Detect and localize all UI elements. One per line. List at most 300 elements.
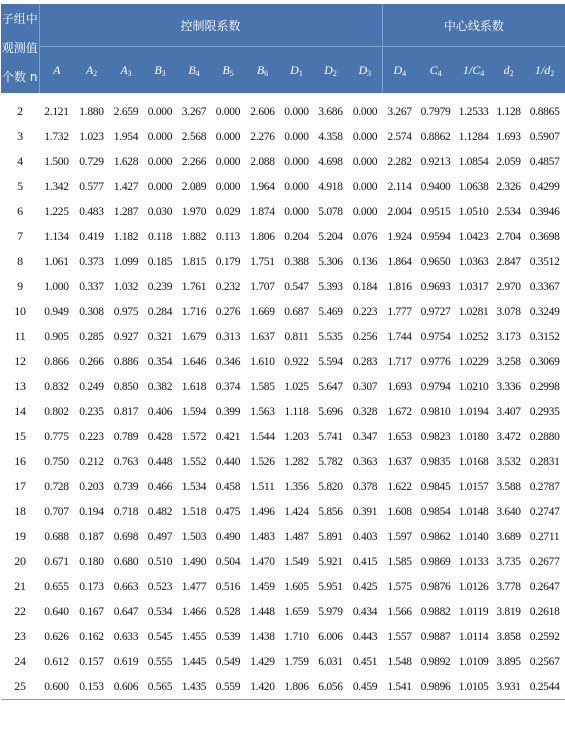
coefficient-cell: 5.535 bbox=[318, 330, 343, 343]
column-subscript: 5 bbox=[229, 68, 234, 78]
coefficient-cell: 3.895 bbox=[496, 655, 521, 668]
coefficient-cell: 1.693 bbox=[387, 380, 412, 393]
coefficient-cell: 5.306 bbox=[318, 255, 343, 268]
coefficient-cell: 1.0157 bbox=[458, 480, 489, 493]
coefficient-cell: 1.732 bbox=[44, 130, 69, 143]
coefficient-cell: 0.2998 bbox=[529, 380, 560, 393]
subgroup-size-cell: 17 bbox=[14, 479, 26, 493]
coefficient-cell: 1.716 bbox=[181, 305, 207, 318]
coefficient-cell: 1.424 bbox=[284, 505, 309, 518]
coefficient-cell: 5.951 bbox=[318, 580, 343, 593]
column-subscript: 4 bbox=[402, 68, 407, 78]
coefficient-cell: 1.759 bbox=[284, 655, 309, 668]
coefficient-cell: 0.2618 bbox=[529, 605, 560, 618]
coefficient-cell: 0.399 bbox=[215, 405, 241, 418]
column-subscript: 3 bbox=[161, 68, 166, 78]
coefficient-cell: 0.000 bbox=[352, 155, 378, 168]
coefficient-cell: 0.640 bbox=[44, 605, 69, 618]
coefficient-cell: 1.448 bbox=[250, 605, 275, 618]
column-symbol: B bbox=[222, 62, 230, 77]
coefficient-cell: 0.687 bbox=[284, 305, 309, 318]
subgroup-size-cell: 19 bbox=[14, 529, 26, 543]
coefficient-cell: 3.078 bbox=[496, 305, 521, 318]
coefficient-cell: 3.267 bbox=[181, 105, 207, 118]
coefficient-cell: 5.696 bbox=[318, 405, 343, 418]
coefficient-cell: 0.539 bbox=[215, 630, 241, 643]
subgroup-size-cell: 14 bbox=[14, 404, 26, 418]
coefficient-cell: 1.874 bbox=[250, 205, 275, 218]
column-symbol: A bbox=[53, 62, 61, 77]
column-symbol: D bbox=[290, 62, 299, 77]
coefficient-cell: 5.469 bbox=[318, 305, 343, 318]
coefficient-cell: 6.056 bbox=[313, 674, 348, 700]
coefficient-cell: 0.9213 bbox=[420, 155, 451, 168]
coefficient-cell: 0.321 bbox=[147, 330, 173, 343]
coefficient-cell: 1.487 bbox=[284, 530, 309, 543]
coefficient-cell: 0.256 bbox=[352, 330, 378, 343]
coefficient-cell: 1.0363 bbox=[458, 255, 489, 268]
coefficient-cell: 0.434 bbox=[352, 605, 378, 618]
column-header-9 bbox=[348, 47, 382, 94]
coefficient-cell: 2.534 bbox=[496, 205, 521, 218]
coefficient-cell: 0.850 bbox=[113, 380, 139, 393]
column-symbol: B bbox=[154, 62, 162, 77]
coefficient-cell: 1.511 bbox=[250, 480, 275, 493]
coefficient-cell: 0.789 bbox=[113, 430, 139, 443]
coefficient-cell: 2.282 bbox=[387, 155, 412, 168]
coefficient-cell: 0.308 bbox=[79, 305, 104, 318]
coefficient-cell: 0.307 bbox=[352, 380, 378, 393]
coefficient-cell: 1.282 bbox=[284, 455, 309, 468]
coefficient-cell: 1.438 bbox=[250, 630, 275, 643]
coefficient-cell: 0.547 bbox=[284, 280, 309, 293]
coefficient-cell: 0.000 bbox=[352, 105, 378, 118]
column-header-11 bbox=[417, 47, 454, 94]
coefficient-cell: 0.223 bbox=[352, 305, 378, 318]
column-header-12 bbox=[454, 47, 493, 94]
coefficient-cell: 0.284 bbox=[147, 305, 173, 318]
subgroup-size-cell: 9 bbox=[17, 279, 23, 293]
coefficient-cell: 1.549 bbox=[284, 555, 309, 568]
coefficient-cell: 0.425 bbox=[352, 580, 378, 593]
coefficient-cell: 5.979 bbox=[318, 605, 343, 618]
coefficient-cell: 2.568 bbox=[181, 130, 207, 143]
coefficient-cell: 1.0317 bbox=[458, 280, 489, 293]
subgroup-size-cell: 23 bbox=[14, 629, 26, 643]
coefficient-cell: 0.905 bbox=[44, 330, 69, 343]
coefficient-cell: 0.000 bbox=[352, 180, 378, 193]
coefficient-cell: 0.483 bbox=[79, 205, 104, 218]
coefficient-cell: 0.2747 bbox=[529, 505, 560, 518]
coefficient-cell: 0.162 bbox=[79, 630, 104, 643]
coefficient-cell: 1.585 bbox=[250, 380, 275, 393]
coefficient-cell: 1.287 bbox=[113, 205, 139, 218]
coefficient-cell: 0.9876 bbox=[420, 580, 451, 593]
coefficient-cell: 2.606 bbox=[250, 105, 275, 118]
coefficient-cell: 0.688 bbox=[44, 530, 69, 543]
table-row bbox=[1, 624, 565, 649]
table-row bbox=[1, 374, 565, 399]
table-row bbox=[1, 649, 565, 674]
coefficient-cell: 0.167 bbox=[79, 605, 104, 618]
coefficient-cell: 0.9810 bbox=[420, 405, 451, 418]
coefficient-cell: 0.000 bbox=[147, 155, 173, 168]
coefficient-cell: 0.3512 bbox=[529, 255, 560, 268]
coefficient-cell: 1.342 bbox=[44, 180, 69, 193]
coefficient-cell: 1.061 bbox=[44, 255, 69, 268]
column-header-6 bbox=[245, 47, 280, 94]
coefficient-cell: 0.346 bbox=[215, 355, 241, 368]
coefficient-cell: 4.358 bbox=[318, 130, 343, 143]
coefficient-cell: 0.619 bbox=[113, 655, 139, 668]
coefficient-cell: 5.782 bbox=[318, 455, 343, 468]
coefficient-cell: 3.267 bbox=[387, 105, 412, 118]
coefficient-cell: 5.856 bbox=[318, 505, 343, 518]
subgroup-size-cell: 3 bbox=[17, 129, 23, 143]
subgroup-size-cell: 18 bbox=[14, 504, 26, 518]
coefficient-cell: 0.285 bbox=[79, 330, 104, 343]
coefficient-cell: 1.605 bbox=[284, 580, 309, 593]
coefficient-cell: 1.548 bbox=[387, 655, 412, 668]
table-row bbox=[1, 574, 565, 599]
coefficient-cell: 3.472 bbox=[496, 430, 521, 443]
column-subscript: 4 bbox=[195, 68, 200, 78]
coefficient-cell: 0.475 bbox=[215, 505, 241, 518]
table-row bbox=[1, 249, 565, 274]
table-row bbox=[1, 549, 565, 574]
coefficient-cell: 0.482 bbox=[147, 505, 173, 518]
coefficient-cell: 1.496 bbox=[250, 505, 275, 518]
header-group-row bbox=[1, 4, 565, 47]
coefficient-cell: 0.2677 bbox=[529, 555, 560, 568]
coefficient-cell: 0.403 bbox=[352, 530, 378, 543]
corner-label-line-3: 个数 n bbox=[2, 70, 38, 84]
coefficient-cell: 3.819 bbox=[496, 605, 521, 618]
coefficient-cell: 0.2935 bbox=[529, 405, 560, 418]
coefficient-cell: 0.9882 bbox=[420, 605, 451, 618]
column-header-2 bbox=[109, 47, 143, 94]
table-row bbox=[1, 174, 565, 199]
coefficient-cell: 0.337 bbox=[79, 280, 104, 293]
column-subscript: 2 bbox=[93, 68, 98, 78]
table-row bbox=[1, 399, 565, 424]
coefficient-cell: 0.000 bbox=[284, 155, 309, 168]
coefficient-cell: 1.610 bbox=[250, 355, 275, 368]
coefficient-cell: 4.698 bbox=[318, 155, 343, 168]
coefficient-cell: 1.637 bbox=[387, 455, 412, 468]
column-symbol: 1/C bbox=[462, 62, 481, 77]
coefficient-cell: 0.750 bbox=[44, 455, 69, 468]
coefficient-cell: 3.640 bbox=[496, 505, 521, 518]
coefficient-cell: 0.728 bbox=[44, 480, 69, 493]
table-row bbox=[1, 349, 565, 374]
coefficient-cell: 0.817 bbox=[113, 405, 139, 418]
subgroup-size-cell: 11 bbox=[14, 329, 26, 343]
column-symbol: A bbox=[120, 62, 128, 77]
coefficient-cell: 0.2880 bbox=[529, 430, 560, 443]
table-row bbox=[1, 424, 565, 449]
coefficient-cell: 0.3698 bbox=[529, 230, 560, 243]
coefficient-cell: 1.669 bbox=[250, 305, 275, 318]
coefficient-cell: 1.541 bbox=[382, 674, 417, 700]
coefficient-cell: 0.927 bbox=[113, 330, 139, 343]
subgroup-size-cell: 13 bbox=[14, 379, 26, 393]
coefficient-cell: 0.626 bbox=[44, 630, 69, 643]
coefficient-cell: 5.204 bbox=[318, 230, 343, 243]
coefficient-cell: 1.099 bbox=[113, 255, 139, 268]
coefficient-cell: 0.9794 bbox=[420, 380, 451, 393]
coefficient-cell: 0.3367 bbox=[529, 280, 560, 293]
coefficient-cell: 1.0510 bbox=[458, 205, 489, 218]
coefficient-cell: 0.8865 bbox=[529, 105, 560, 118]
coefficient-cell: 1.0210 bbox=[458, 380, 489, 393]
coefficient-cell: 0.7979 bbox=[420, 105, 451, 118]
coefficient-cell: 1.744 bbox=[387, 330, 412, 343]
table-row bbox=[1, 124, 565, 149]
coefficient-cell: 0.655 bbox=[44, 580, 69, 593]
coefficient-cell: 3.173 bbox=[496, 330, 521, 343]
column-header-5 bbox=[211, 47, 245, 94]
coefficient-cell: 0.354 bbox=[147, 355, 173, 368]
coefficient-cell: 0.466 bbox=[147, 480, 173, 493]
coefficient-cell: 2.659 bbox=[113, 105, 139, 118]
coefficient-cell: 1.0281 bbox=[458, 305, 489, 318]
coefficient-cell: 0.698 bbox=[113, 530, 139, 543]
column-header-13 bbox=[493, 47, 524, 94]
table-body bbox=[1, 93, 565, 700]
column-symbol: d bbox=[503, 62, 510, 77]
coefficient-cell: 0.534 bbox=[147, 605, 173, 618]
coefficient-cell: 0.203 bbox=[79, 480, 104, 493]
coefficient-cell: 1.572 bbox=[181, 430, 207, 443]
coefficient-cell: 0.707 bbox=[44, 505, 69, 518]
coefficient-cell: 0.9650 bbox=[420, 255, 451, 268]
coefficient-cell: 0.2711 bbox=[529, 530, 560, 543]
coefficient-cell: 1.0423 bbox=[458, 230, 489, 243]
coefficient-cell: 1.552 bbox=[181, 455, 207, 468]
coefficient-cell: 0.179 bbox=[215, 255, 241, 268]
table-row bbox=[1, 324, 565, 349]
corner-header-subgroup-size bbox=[1, 4, 39, 93]
coefficient-cell: 1.717 bbox=[387, 355, 412, 368]
coefficient-cell: 1.864 bbox=[387, 255, 412, 268]
coefficient-cell: 1.477 bbox=[181, 580, 207, 593]
coefficient-cell: 1.459 bbox=[250, 580, 275, 593]
coefficient-cell: 0.029 bbox=[215, 205, 241, 218]
coefficient-cell: 3.931 bbox=[493, 674, 524, 700]
coefficient-cell: 0.9845 bbox=[420, 480, 451, 493]
column-header-3 bbox=[143, 47, 177, 94]
coefficient-cell: 1.0109 bbox=[458, 655, 489, 668]
coefficient-cell: 1.597 bbox=[387, 530, 412, 543]
coefficient-cell: 0.663 bbox=[113, 580, 139, 593]
coefficient-cell: 1.882 bbox=[181, 230, 207, 243]
coefficient-cell: 0.194 bbox=[79, 505, 104, 518]
coefficient-cell: 1.777 bbox=[387, 305, 412, 318]
coefficient-cell: 0.9594 bbox=[420, 230, 451, 243]
coefficient-cell: 0.3152 bbox=[529, 330, 560, 343]
coefficient-cell: 0.187 bbox=[79, 530, 104, 543]
coefficient-cell: 3.258 bbox=[496, 355, 521, 368]
coefficient-cell: 0.9835 bbox=[420, 455, 451, 468]
coefficient-cell: 0.949 bbox=[44, 305, 69, 318]
coefficient-cell: 0.000 bbox=[147, 105, 173, 118]
coefficient-cell: 1.637 bbox=[250, 330, 275, 343]
coefficient-cell: 1.503 bbox=[181, 530, 207, 543]
coefficient-cell: 1.816 bbox=[387, 280, 412, 293]
column-header-4 bbox=[177, 47, 211, 94]
coefficient-cell: 0.000 bbox=[147, 130, 173, 143]
column-symbol: D bbox=[393, 62, 403, 77]
coefficient-cell: 0.249 bbox=[79, 380, 104, 393]
coefficient-cell: 0.153 bbox=[74, 674, 109, 700]
coefficient-cell: 1.032 bbox=[113, 280, 139, 293]
table-row bbox=[1, 274, 565, 299]
coefficient-cell: 1.466 bbox=[181, 605, 207, 618]
coefficient-cell: 0.497 bbox=[147, 530, 173, 543]
coefficient-cell: 1.0229 bbox=[458, 355, 489, 368]
coefficient-cell: 0.239 bbox=[147, 280, 173, 293]
table-row bbox=[1, 199, 565, 224]
coefficient-cell: 1.128 bbox=[496, 105, 521, 118]
coefficient-cell: 0.633 bbox=[113, 630, 139, 643]
coefficient-cell: 0.373 bbox=[79, 255, 104, 268]
coefficient-cell: 0.671 bbox=[44, 555, 69, 568]
coefficient-cell: 5.741 bbox=[318, 430, 343, 443]
coefficient-cell: 0.729 bbox=[79, 155, 104, 168]
corner-label-line-1: 子组中 bbox=[1, 12, 38, 26]
coefficient-cell: 3.689 bbox=[496, 530, 521, 543]
coefficient-cell: 1.0168 bbox=[458, 455, 489, 468]
coefficient-cell: 1.707 bbox=[250, 280, 275, 293]
subgroup-size-cell: 22 bbox=[14, 604, 26, 618]
coefficient-cell: 1.575 bbox=[387, 580, 412, 593]
coefficient-cell: 1.806 bbox=[280, 674, 313, 700]
column-symbol: 1/d bbox=[534, 62, 551, 77]
coefficient-cell: 0.419 bbox=[79, 230, 104, 243]
corner-label-line-2: 观测值 bbox=[1, 41, 38, 55]
coefficient-cell: 0.2647 bbox=[529, 580, 560, 593]
coefficient-cell: 0.528 bbox=[215, 605, 241, 618]
coefficient-cell: 1.2533 bbox=[458, 105, 489, 118]
coefficient-cell: 0.5907 bbox=[529, 130, 560, 143]
coefficient-cell: 0.549 bbox=[215, 655, 241, 668]
column-header-14 bbox=[524, 47, 565, 94]
column-header-10 bbox=[382, 47, 417, 94]
coefficient-cell: 1.761 bbox=[181, 280, 207, 293]
coefficient-cell: 2.121 bbox=[44, 105, 69, 118]
coefficient-cell: 0.516 bbox=[215, 580, 241, 593]
column-symbol: A bbox=[85, 62, 94, 77]
table-row bbox=[1, 499, 565, 524]
coefficient-cell: 0.421 bbox=[215, 430, 241, 443]
subgroup-size-cell: 5 bbox=[17, 179, 23, 193]
coefficient-cell: 1.672 bbox=[387, 405, 412, 418]
coefficient-cell: 1.544 bbox=[250, 430, 275, 443]
coefficient-cell: 0.313 bbox=[215, 330, 241, 343]
coefficient-cell: 0.680 bbox=[113, 555, 139, 568]
coefficient-cell: 1.594 bbox=[181, 405, 207, 418]
coefficient-cell: 5.647 bbox=[318, 380, 343, 393]
coefficient-cell: 1.710 bbox=[284, 630, 309, 643]
coefficient-cell: 0.9869 bbox=[420, 555, 451, 568]
control-chart-constants-table-wrapper bbox=[0, 4, 560, 700]
coefficient-cell: 0.448 bbox=[147, 455, 173, 468]
coefficient-cell: 1.427 bbox=[113, 180, 139, 193]
coefficient-cell: 0.347 bbox=[352, 430, 378, 443]
subgroup-size-cell: 24 bbox=[14, 654, 26, 668]
coefficient-cell: 0.328 bbox=[352, 405, 378, 418]
coefficient-cell: 1.653 bbox=[387, 430, 412, 443]
coefficient-cell: 0.180 bbox=[79, 555, 104, 568]
coefficient-cell: 0.415 bbox=[352, 555, 378, 568]
coefficient-cell: 0.9400 bbox=[420, 180, 451, 193]
coefficient-cell: 0.000 bbox=[284, 130, 309, 143]
column-subscript: 6 bbox=[264, 68, 269, 78]
subgroup-size-cell: 25 bbox=[1, 674, 39, 700]
coefficient-cell: 0.388 bbox=[284, 255, 309, 268]
coefficient-cell: 1.1284 bbox=[458, 130, 489, 143]
coefficient-cell: 1.0114 bbox=[458, 630, 489, 643]
coefficient-cell: 1.815 bbox=[181, 255, 207, 268]
table-row bbox=[1, 474, 565, 499]
coefficient-cell: 0.000 bbox=[147, 180, 173, 193]
subgroup-size-cell: 2 bbox=[17, 104, 23, 118]
coefficient-cell: 0.739 bbox=[113, 480, 139, 493]
coefficient-cell: 0.173 bbox=[79, 580, 104, 593]
coefficient-cell: 0.9862 bbox=[420, 530, 451, 543]
coefficient-cell: 1.618 bbox=[181, 380, 207, 393]
coefficient-cell: 1.0148 bbox=[458, 505, 489, 518]
coefficient-cell: 2.847 bbox=[496, 255, 521, 268]
coefficient-cell: 0.459 bbox=[348, 674, 382, 700]
coefficient-cell: 0.382 bbox=[147, 380, 173, 393]
column-subscript: 2 bbox=[332, 68, 337, 78]
table-row bbox=[1, 524, 565, 549]
coefficient-cell: 0.000 bbox=[352, 205, 378, 218]
coefficient-cell: 1.0126 bbox=[458, 580, 489, 593]
coefficient-cell: 0.391 bbox=[352, 505, 378, 518]
coefficient-cell: 1.751 bbox=[250, 255, 275, 268]
coefficient-cell: 1.585 bbox=[387, 555, 412, 568]
coefficient-cell: 1.0854 bbox=[458, 155, 489, 168]
coefficient-cell: 0.8862 bbox=[420, 130, 451, 143]
coefficient-cell: 0.276 bbox=[215, 305, 241, 318]
coefficient-cell: 0.811 bbox=[284, 330, 309, 343]
table-row bbox=[1, 449, 565, 474]
coefficient-cell: 0.232 bbox=[215, 280, 241, 293]
coefficient-cell: 2.114 bbox=[387, 180, 412, 193]
subgroup-size-cell: 7 bbox=[17, 229, 23, 243]
column-subscript: 2 bbox=[550, 68, 555, 78]
coefficient-cell: 5.891 bbox=[318, 530, 343, 543]
subgroup-size-cell: 8 bbox=[17, 254, 23, 268]
coefficient-cell: 3.407 bbox=[496, 405, 521, 418]
coefficient-cell: 0.184 bbox=[352, 280, 378, 293]
coefficient-cell: 0.775 bbox=[44, 430, 69, 443]
coefficient-cell: 1.182 bbox=[113, 230, 139, 243]
coefficient-cell: 0.3069 bbox=[529, 355, 560, 368]
coefficient-cell: 2.276 bbox=[250, 130, 275, 143]
coefficient-cell: 1.566 bbox=[387, 605, 412, 618]
coefficient-cell: 0.9854 bbox=[420, 505, 451, 518]
coefficient-cell: 4.918 bbox=[318, 180, 343, 193]
column-symbol: D bbox=[358, 62, 368, 77]
coefficient-cell: 0.030 bbox=[147, 205, 173, 218]
coefficient-cell: 1.970 bbox=[181, 205, 207, 218]
coefficient-cell: 0.000 bbox=[215, 105, 241, 118]
coefficient-cell: 0.406 bbox=[147, 405, 173, 418]
